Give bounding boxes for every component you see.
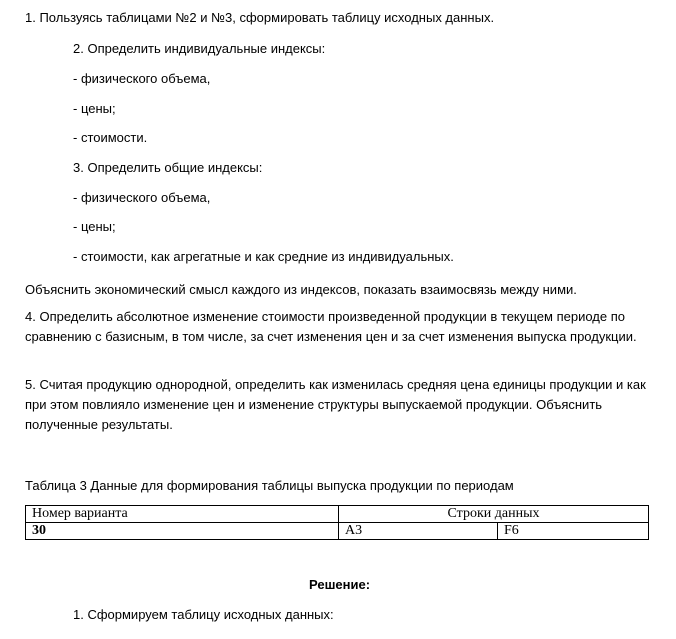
- task-item-4: 4. Определить абсолютное изменение стоимости произведенной продукции в текущем периоде по сравнению с базисным, в том числе, за счет изменения цен и за счет изменения выпуска продукции.: [25, 309, 637, 344]
- task-item-3-price: - цены;: [73, 219, 116, 234]
- task-explain: Объяснить экономический смысл каждого из индексов, показать взаимосвязь между ними.: [25, 282, 577, 297]
- table-header-row: [26, 506, 649, 523]
- source-table: [25, 505, 649, 540]
- task-item-1: 1. Пользуясь таблицами №2 и №3, сформировать таблицу исходных данных.: [25, 10, 495, 25]
- task-item-2-value: - стоимости.: [73, 130, 148, 145]
- solution-heading: Решение:: [309, 577, 371, 592]
- cell-row-2: F6: [498, 523, 649, 540]
- task-item-3-volume: - физического объема,: [73, 190, 211, 205]
- cell-row-1: А3: [339, 523, 498, 540]
- task-item-3: 3. Определить общие индексы:: [73, 160, 263, 175]
- header-rows: Строки данных: [339, 506, 649, 523]
- table-row: [26, 523, 649, 540]
- task-item-5: 5. Считая продукцию однородной, определить как изменилась средняя цена единицы продукции и как при этом повлияло изменение цен и изменение структуры выпускаемой продукции. Объяснить полученные результаты.: [25, 377, 646, 432]
- table-caption: Таблица 3 Данные для формирования таблицы выпуска продукции по периодам: [25, 478, 514, 493]
- task-item-3-value: - стоимости, как агрегатные и как средние из индивидуальных.: [73, 249, 454, 264]
- task-item-2-price: - цены;: [73, 101, 116, 116]
- task-item-2-volume: - физического объема,: [73, 71, 211, 86]
- cell-variant: 30: [26, 523, 339, 540]
- solution-step-1: 1. Сформируем таблицу исходных данных:: [73, 607, 334, 622]
- header-variant: Номер варианта: [26, 506, 339, 523]
- task-item-2: 2. Определить индивидуальные индексы:: [73, 41, 326, 56]
